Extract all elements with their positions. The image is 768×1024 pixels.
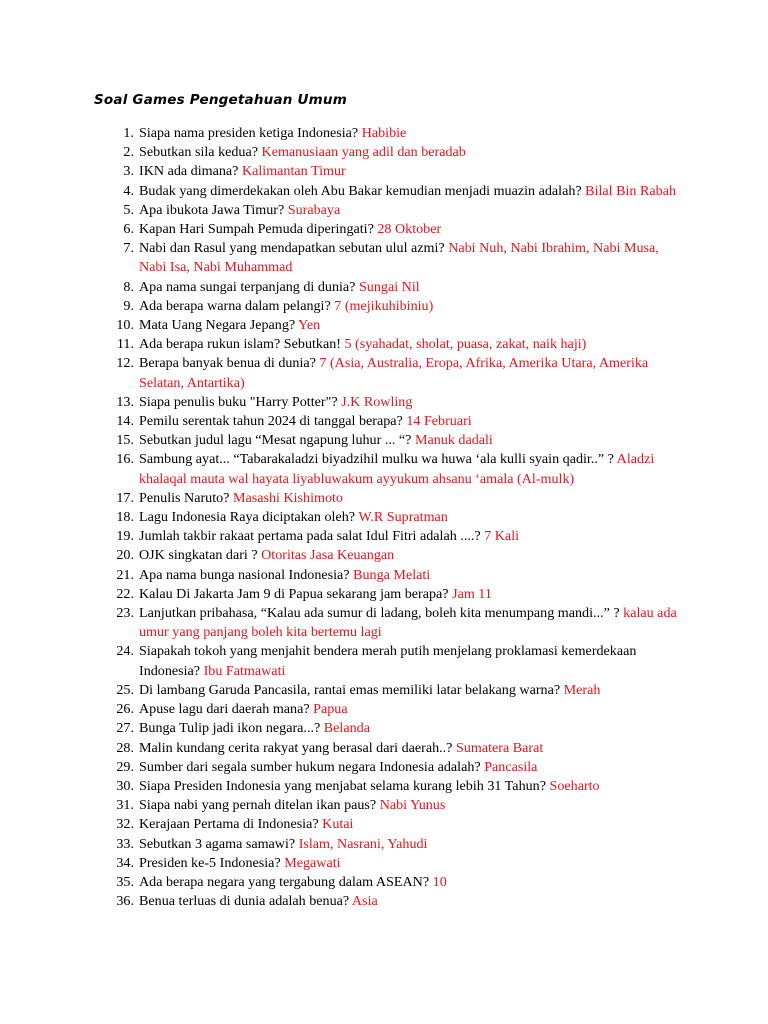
item-number: 22. [116, 585, 134, 602]
answer-text: Bunga Melati [353, 566, 431, 583]
answer-text: Sungai Nil [358, 278, 420, 295]
list-item [0, 700, 768, 719]
question-text: Kapan Hari Sumpah Pemuda diperingati? [139, 221, 374, 238]
question-text: Kalau Di Jakarta Jam 9 di Papua sekarang jam berapa? [139, 585, 449, 602]
item-number: 28. [116, 739, 134, 756]
question-text: Sebutkan sila kedua? [139, 144, 258, 161]
question-text: Nabi dan Rasul yang mendapatkan sebutan ulul azmi? [139, 240, 445, 257]
answer-text: 7 (Asia, Australia, Eropa, Afrika, Amerika Utara, Amerika Selatan, Antartika) [139, 355, 649, 391]
answer-text: 7 Kali [484, 528, 520, 545]
list-item [0, 354, 768, 392]
answer-text: Habibie [361, 125, 407, 141]
answer-text: Manuk dadali [414, 432, 493, 449]
item-number: 30. [116, 777, 134, 794]
list-item [0, 335, 768, 354]
item-number: 25. [116, 681, 134, 698]
question-text: Siapa nama presiden ketiga Indonesia? [139, 125, 359, 141]
answer-text: Yen [298, 317, 321, 334]
item-number: 27. [116, 720, 134, 737]
question-text: Penulis Naruto? [139, 489, 230, 506]
item-number: 23. [116, 605, 134, 622]
question-text: Berapa banyak benua di dunia? [139, 355, 316, 372]
list-item [0, 162, 768, 181]
question-text: Presiden ke-5 Indonesia? [139, 854, 281, 871]
question-text: Pemilu serentak tahun 2024 di tanggal berapa? [139, 413, 403, 430]
answer-text: Surabaya [287, 201, 341, 218]
list-item [0, 815, 768, 834]
item-number: 12. [116, 355, 134, 372]
item-number: 5. [123, 201, 134, 218]
question-text: Bunga Tulip jadi ikon negara...? [139, 720, 321, 737]
question-text: Sebutkan judul lagu “Mesat ngapung luhur ... “? [139, 432, 412, 449]
answer-text: 28 Oktober [377, 221, 442, 238]
item-number: 6. [123, 221, 134, 238]
question-text: Siapa nabi yang pernah ditelan ikan paus? [139, 797, 377, 814]
list-item [0, 835, 768, 854]
question-text: Ada berapa rukun islam? Sebutkan! [139, 336, 341, 353]
item-number: 31. [116, 797, 134, 814]
item-number: 36. [116, 893, 134, 910]
list-item [0, 585, 768, 604]
list-item [0, 297, 768, 316]
question-text: Apa nama bunga nasional Indonesia? [139, 566, 350, 583]
list-item [0, 220, 768, 239]
answer-text: Masashi Kishimoto [232, 489, 343, 506]
question-text: Malin kundang cerita rakyat yang berasal dari daerah..? [139, 739, 453, 756]
item-number: 33. [116, 835, 134, 852]
question-text: Apa ibukota Jawa Timur? [139, 201, 285, 218]
question-text: Mata Uang Negara Jepang? [139, 317, 296, 334]
answer-text: Kemanusiaan yang adil dan beradab [261, 144, 466, 161]
answer-text: Islam, Nasrani, Yahudi [298, 835, 428, 852]
question-text: Kerajaan Pertama di Indonesia? [139, 816, 319, 833]
question-text: OJK singkatan dari ? [139, 547, 258, 564]
list-item [0, 431, 768, 450]
question-text: Apuse lagu dari daerah mana? [139, 701, 310, 718]
answer-text: Papua [313, 701, 348, 718]
list-item [0, 892, 768, 911]
list-item [0, 854, 768, 873]
list-item [0, 489, 768, 508]
question-text: Jumlah takbir rakaat pertama pada salat Idul Fitri adalah ....? [139, 528, 481, 545]
question-text: Sumber dari segala sumber hukum negara Indonesia adalah? [139, 758, 481, 775]
list-item [0, 316, 768, 335]
answer-text: Kalimantan Timur [241, 163, 346, 180]
list-item [0, 719, 768, 738]
question-text: Lanjutkan pribahasa, “Kalau ada sumur di ladang, boleh kita menumpang mandi...” ? [139, 605, 620, 622]
question-list [0, 124, 768, 911]
list-item [0, 566, 768, 585]
list-item [0, 546, 768, 565]
answer-text: Asia [351, 893, 378, 910]
list-item [0, 201, 768, 220]
item-number: 19. [116, 528, 134, 545]
item-number: 29. [116, 758, 134, 775]
answer-text: Belanda [323, 720, 370, 737]
list-item [0, 124, 768, 143]
answer-text: Otoritas Jasa Keuangan [261, 547, 395, 564]
item-number: 26. [116, 701, 134, 718]
answer-text: J.K Rowling [341, 393, 413, 410]
question-text: Sambung ayat... “Tabarakaladzi biyadzihil mulku wa huwa ‘ala kulli syain qadir..” ? [139, 451, 614, 468]
question-text: Lagu Indonesia Raya diciptakan oleh? [139, 509, 356, 526]
answer-text: Nabi Nuh, Nabi Ibrahim, Nabi Musa, Nabi Isa, Nabi Muhammad [139, 240, 659, 276]
item-number: 17. [116, 489, 134, 506]
item-number: 21. [116, 566, 134, 583]
list-item [0, 239, 768, 277]
list-item [0, 450, 768, 488]
answer-text: Megawati [284, 854, 341, 871]
list-item [0, 182, 768, 201]
answer-text: W.R Supratman [358, 509, 448, 526]
answer-text: Aladzi khalaqal mauta wal hayata liyabluwakum ayyukum ahsanu ‘amala (Al-mulk) [139, 451, 655, 487]
answer-text: Bilal Bin Rabah [585, 182, 676, 199]
question-text: Siapa Presiden Indonesia yang menjabat selama kurang lebih 31 Tahun? [139, 777, 546, 794]
answer-text: Soeharto [549, 777, 600, 794]
question-text: Siapakah tokoh yang menjahit bendera merah putih menjelang proklamasi kemerdekaan Indonesia? [139, 643, 637, 679]
question-text: Ada berapa negara yang tergabung dalam ASEAN? [139, 873, 430, 890]
item-number: 16. [116, 451, 134, 468]
answer-text: Ibu Fatmawati [203, 662, 286, 679]
question-text: Sebutkan 3 agama samawi? [139, 835, 296, 852]
list-item [0, 758, 768, 777]
item-number: 9. [123, 297, 134, 314]
item-number: 13. [116, 393, 134, 410]
item-number: 3. [123, 163, 134, 180]
list-item [0, 777, 768, 796]
list-item [0, 393, 768, 412]
answer-text: 7 (mejikuhibiniu) [334, 297, 434, 314]
item-number: 4. [123, 182, 134, 199]
question-text: Budak yang dimerdekakan oleh Abu Bakar kemudian menjadi muazin adalah? [139, 182, 582, 199]
item-number: 14. [116, 413, 134, 430]
answer-text: Sumatera Barat [455, 739, 544, 756]
list-item [0, 604, 768, 642]
answer-text: Jam 11 [452, 585, 492, 602]
list-item [0, 642, 768, 680]
list-item [0, 143, 768, 162]
document-title: Soal Games Pengetahuan Umum [94, 92, 348, 108]
answer-text: 5 (syahadat, sholat, puasa, zakat, naik haji) [344, 336, 587, 353]
list-item [0, 412, 768, 431]
item-number: 35. [116, 873, 134, 890]
item-number: 7. [123, 240, 134, 257]
list-item [0, 508, 768, 527]
answer-text: 10 [432, 873, 447, 890]
question-text: Di lambang Garuda Pancasila, rantai emas memiliki latar belakang warna? [139, 681, 561, 698]
list-item [0, 796, 768, 815]
item-number: 15. [116, 432, 134, 449]
item-number: 24. [116, 643, 134, 660]
item-number: 32. [116, 816, 134, 833]
question-text: Siapa penulis buku "Harry Potter"? [139, 393, 338, 410]
question-text: Benua terluas di dunia adalah benua? [139, 893, 350, 910]
item-number: 2. [123, 144, 134, 161]
item-number: 11. [116, 336, 134, 353]
answer-text: Nabi Yunus [379, 797, 446, 814]
answer-text: Pancasila [484, 758, 538, 775]
list-item [0, 873, 768, 892]
item-number: 20. [116, 547, 134, 564]
list-item [0, 527, 768, 546]
item-number: 1. [123, 125, 134, 141]
answer-text: Merah [563, 681, 601, 698]
answer-text: Kutai [322, 816, 354, 833]
list-item [0, 681, 768, 700]
question-text: Ada berapa warna dalam pelangi? [139, 297, 331, 314]
answer-text: kalau ada umur yang panjang boleh kita bertemu lagi [139, 605, 677, 641]
item-number: 18. [116, 509, 134, 526]
item-number: 10. [116, 317, 134, 334]
question-text: IKN ada dimana? [139, 163, 239, 180]
answer-text: 14 Februari [406, 413, 472, 430]
question-text: Apa nama sungai terpanjang di dunia? [139, 278, 356, 295]
item-number: 34. [116, 854, 134, 871]
item-number: 8. [123, 278, 134, 295]
list-item [0, 739, 768, 758]
list-item [0, 278, 768, 297]
